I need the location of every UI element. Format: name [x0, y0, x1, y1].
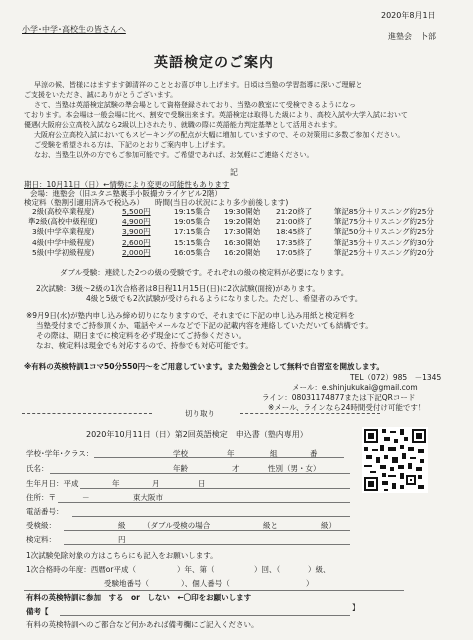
gather-cell: 15:15集合	[174, 237, 211, 247]
fee-header: 検定料（塾割引適用済みで税込み）	[24, 198, 144, 207]
grade-cell: 準2級(高校中級程度)	[28, 217, 98, 227]
birth-day: 日	[198, 479, 206, 488]
remarks-note: 有料の英検特訓へのご都合など何かあれば備考欄にご記入ください。	[26, 620, 259, 629]
gather-cell: 19:05集合	[174, 217, 211, 227]
recipient-line: 小学･中学･高校生の皆さんへ	[22, 25, 126, 34]
start-cell: 19:30開始	[224, 207, 261, 216]
issue-date: 2020年8月1日	[381, 11, 436, 20]
end-cell: 21:00終了	[276, 217, 313, 227]
deadline-line: その際は、期日までに検定料を必ず現金にてご持参ください。	[36, 331, 246, 340]
intro-line: ご支援をいただき、誠にありがとうございます。	[24, 91, 178, 99]
start-cell: 16:20開始	[224, 247, 261, 257]
exam-no-label: 受験地番号（	[104, 579, 149, 588]
school-field[interactable]	[94, 457, 344, 458]
year-suffix: 年	[227, 449, 235, 458]
intro-line: なお、当塾生以外の方でもご参加可能です。ご希望であれば、お気軽にご連絡ください。	[34, 151, 314, 159]
details-heading: 記	[230, 168, 238, 177]
grade-label: 受検級：	[26, 521, 56, 530]
remarks-end: 】	[352, 603, 360, 612]
schedule-row	[24, 227, 464, 237]
end-cell: 17:35終了	[276, 237, 313, 247]
intro-line: 早涼の候、皆様にはますます御清祥のこととお喜び申し上げます。日頃は当塾の学習指導に深いご理解と	[34, 81, 363, 89]
grade-unit: 級	[118, 521, 126, 530]
second-exam-note: 2次試験：3級～2級の1次合格者は8日程11月15日(日)に2次試験(面接)があります。	[36, 284, 320, 293]
school-label: 学校･学年･クラス：	[26, 449, 94, 458]
exam-date: 期日：10月11日（日）←情勢により変更の可能性もあります	[24, 180, 230, 189]
address-label: 住所：〒	[26, 493, 56, 502]
end-cell: 21:20終了	[276, 207, 313, 216]
gather-cell: 16:05集合	[174, 247, 211, 257]
fee-label: 検定料：	[26, 535, 56, 544]
double-label: （ダブル受検の場合	[143, 521, 211, 530]
grade-cell: 5級(中学初級程度)	[32, 247, 95, 257]
schedule-table	[24, 207, 464, 258]
page-title: 英語検定のご案内	[154, 55, 274, 71]
time-header: 時間(当日の状況により多少前後します)	[155, 198, 289, 207]
end-cell: 18:45終了	[276, 227, 313, 237]
remarks-field[interactable]	[60, 615, 350, 616]
intro-line: 優遇(大阪府公立高校入試なら2級以上)されたり、就職の際に英語能力判定基準として活用されます。	[24, 121, 342, 129]
content-cell: 筆記75分＋リスニング約25分	[334, 217, 434, 227]
fee-field[interactable]	[64, 544, 350, 545]
qr-code-icon	[362, 427, 428, 493]
intro-line: ご受験を希望される方は、下記のとおりご案内申し上げます。	[34, 141, 230, 149]
contact-tel: TEL（072）985 －1345	[350, 373, 442, 382]
name-field[interactable]	[50, 473, 350, 474]
person-no-label: ）、個人番号（	[181, 579, 230, 588]
sex-label[interactable]: 性別（男・女）	[268, 464, 321, 473]
postal-dash: －	[82, 493, 90, 502]
fee-unit: 円	[118, 535, 126, 544]
grade-end: 級）	[321, 521, 336, 530]
fee-cell: 2,600円	[122, 237, 151, 247]
start-cell: 16:30開始	[224, 237, 261, 247]
sender-line: 進塾会 卜部	[388, 32, 436, 41]
schedule-row	[24, 207, 464, 217]
fee-cell: 2,000円	[122, 247, 151, 257]
exempt-note: 1次試験免除対象の方はこちらにも記入をお願いします。	[26, 551, 218, 560]
special-training-note: ※有料の英検特訓1コマ50分550円～をご用意しています。また勉強会として無料で自習室を開放します。	[24, 362, 384, 371]
grade-and: 級と	[263, 521, 278, 530]
contact-mail: メール：e.shinjukukai@gmail.com	[292, 383, 418, 392]
deadline-line: なお、検定料は現金でも対応するので、持参でも対応可能です。	[36, 341, 253, 350]
contact-note: ※メール、ラインなら24時間受付け可能です！	[268, 403, 426, 412]
content-cell: 筆記25分＋リスニング約20分	[334, 247, 434, 257]
content-cell: 筆記35分＋リスニング約30分	[334, 237, 434, 247]
schedule-row	[24, 217, 464, 227]
age-unit: 才	[232, 464, 240, 473]
qr-code	[362, 427, 428, 493]
exam-venue: 会場：進塾会（旧ユタニ塾裏手小阪撮カライケビル2階）	[30, 189, 222, 198]
class-suffix: 組	[270, 449, 278, 458]
fee-cell: 5,500円	[122, 207, 151, 216]
intro-line: さて、当塾は英語検定試験の準会場として資格登録されており、当塾の教室にて受検できるようになっ	[34, 101, 356, 109]
intro-line: 大阪府公立高校入試においてもスピーキングの配点が大幅に増加していますので、その対策用に多数ご参加ください。	[34, 131, 405, 139]
first-grade: ）級、	[308, 565, 331, 574]
form-title: 2020年10月11日（日）第2回英語検定 申込書（塾内専用）	[86, 430, 308, 439]
grade-field[interactable]	[64, 530, 350, 531]
start-cell: 17:30開始	[224, 227, 261, 237]
second-exam-note-2: 4級と5級でも2次試験が受けられるようになりました。ただし、希望者のみです。	[86, 294, 363, 303]
birth-field[interactable]	[80, 488, 350, 489]
grade-cell: 3級(中学卒業程度)	[32, 227, 95, 237]
deadline-line: ※9月9日(水)が塾内申し込み締め切りになりますので、それまでに下記の申し込み用紙と検定料を	[26, 311, 356, 320]
age-label: 年齢	[173, 464, 188, 473]
gather-cell: 19:15集合	[174, 207, 211, 216]
first-pass-label: 1次合格時の年度：西暦or平成（	[26, 565, 136, 574]
first-year: ）年、第（	[177, 565, 215, 574]
remarks-label: 備考【	[26, 607, 49, 616]
double-exam-note: ダブル受験：連続した2つの級の受験です。それぞれの級の検定料が必要になります。	[60, 268, 349, 277]
divider	[24, 590, 404, 591]
name-label: 氏名：	[26, 464, 49, 473]
grade-cell: 4級(中学中級程度)	[32, 237, 95, 247]
number-suffix: 番	[310, 449, 318, 458]
fee-cell: 4,900円	[122, 217, 151, 227]
start-cell: 19:20開始	[224, 217, 261, 227]
birth-month: 月	[152, 479, 160, 488]
deadline-line: 当塾受付までご持参頂くか、電話やメールなどで下記の記載内容を連絡していただいても結構です。	[36, 321, 373, 330]
schedule-row	[24, 248, 464, 258]
birth-year: 年	[112, 479, 120, 488]
fee-cell: 3,900円	[122, 227, 151, 237]
address-field[interactable]	[58, 502, 350, 503]
intro-line: ております。本会場は一般会場に比べ、割安で受験出来ます。英語検定は取得した級により、高校入試や大学入試において	[24, 111, 408, 119]
phone-field[interactable]	[72, 516, 350, 517]
first-round: ）回、（	[254, 565, 281, 574]
end-cell: 17:05終了	[276, 247, 313, 257]
training-choice[interactable]: 有料の英検特訓に参加 する or しない ←〇印をお願いします	[26, 593, 252, 602]
phone-label: 電話番号：	[26, 507, 64, 516]
school-suffix: 学校	[173, 449, 188, 458]
person-no-close: ）	[306, 579, 314, 588]
cut-line-left	[22, 413, 152, 414]
content-cell: 筆記50分＋リスニング約25分	[334, 227, 434, 237]
cut-label: 切り取り	[185, 409, 215, 418]
contact-line: ライン：08031174877または下記QRコード	[262, 393, 416, 402]
grade-cell: 2級(高校卒業程度)	[32, 207, 95, 216]
schedule-row	[24, 238, 464, 248]
city-label: 東大阪市	[133, 493, 163, 502]
cut-line-right	[240, 413, 380, 414]
birth-label: 生年月日：平成	[26, 479, 79, 488]
content-cell: 筆記85分＋リスニング約25分	[334, 207, 434, 216]
gather-cell: 17:15集合	[174, 227, 211, 237]
